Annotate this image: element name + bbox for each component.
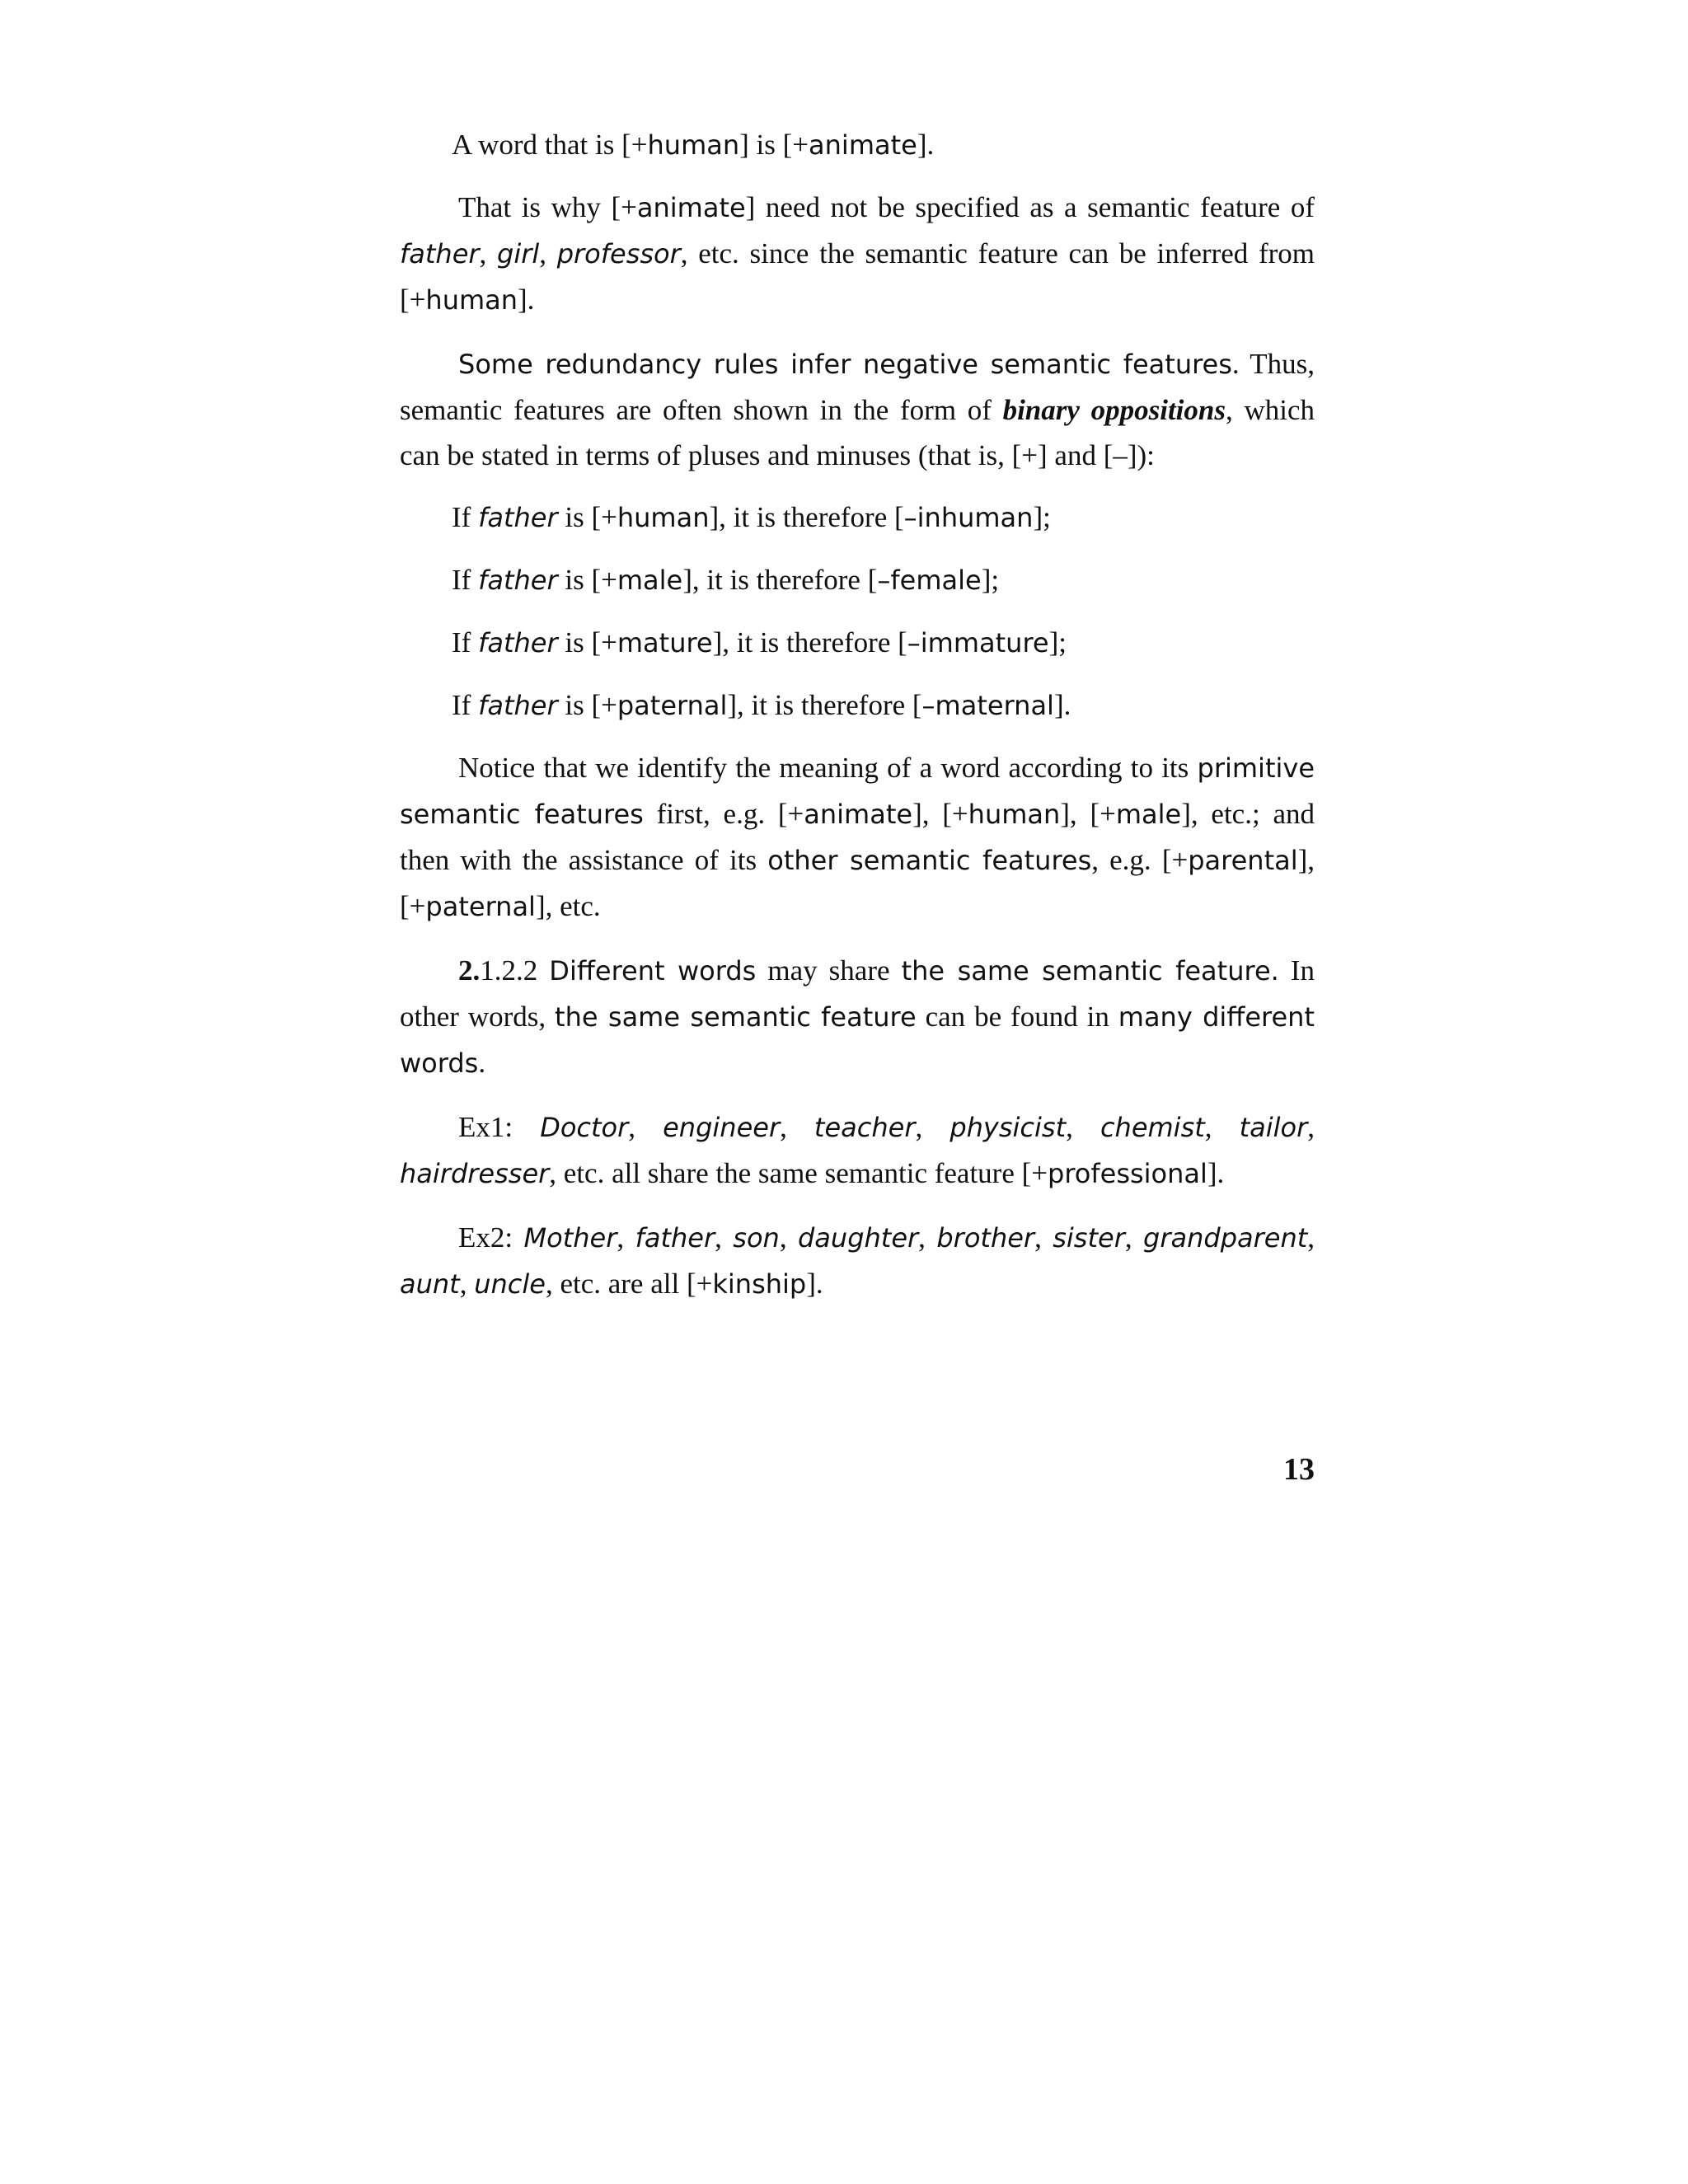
paragraph-redundancy-rules: Some redundancy rules infer negative semantic features. Thus, semantic features are often shown in the form of binary oppositions, which can be stated in terms of pluses and minuses (that is, [+] and [–]): bbox=[400, 348, 1315, 471]
statement-human-animate: A word that is [+human] is [+animate]. bbox=[452, 129, 935, 161]
example-2: Ex2: Mother, father, son, daughter, brother, sister, grandparent, aunt, uncle, etc. are all [+kinship]. bbox=[400, 1221, 1315, 1300]
rule-line: If father is [+mature], it is therefore [–immature]; bbox=[452, 626, 1067, 658]
paragraph-primitive-features: Notice that we identify the meaning of a word according to its primitive semantic features first, e.g. [+animate], [+human], [+male], etc.; and then with the assistance of its other semantic features, e.g. [+parental], [+paternal], etc. bbox=[400, 752, 1315, 922]
page-body bbox=[400, 122, 1315, 1307]
rule-line: If father is [+male], it is therefore [–female]; bbox=[452, 564, 1000, 596]
page-number: 13 bbox=[1283, 1452, 1315, 1487]
paragraph-inference: That is why [+animate] need not be specified as a semantic feature of father, girl, professor, etc. since the semantic feature can be inferred from [+human]. bbox=[400, 191, 1315, 316]
section-2-1-2-2: 2.1.2.2 Different words may share the same semantic feature. In other words, the same semantic feature can be found in many different words. bbox=[400, 954, 1315, 1079]
rule-line: If father is [+human], it is therefore [–inhuman]; bbox=[452, 501, 1051, 533]
rule-line: If father is [+paternal], it is therefore [–maternal]. bbox=[452, 689, 1071, 721]
example-1: Ex1: Doctor, engineer, teacher, physicist, chemist, tailor, hairdresser, etc. all share the same semantic feature [+professional]. bbox=[400, 1111, 1315, 1189]
section-number: 2. bbox=[458, 954, 481, 987]
